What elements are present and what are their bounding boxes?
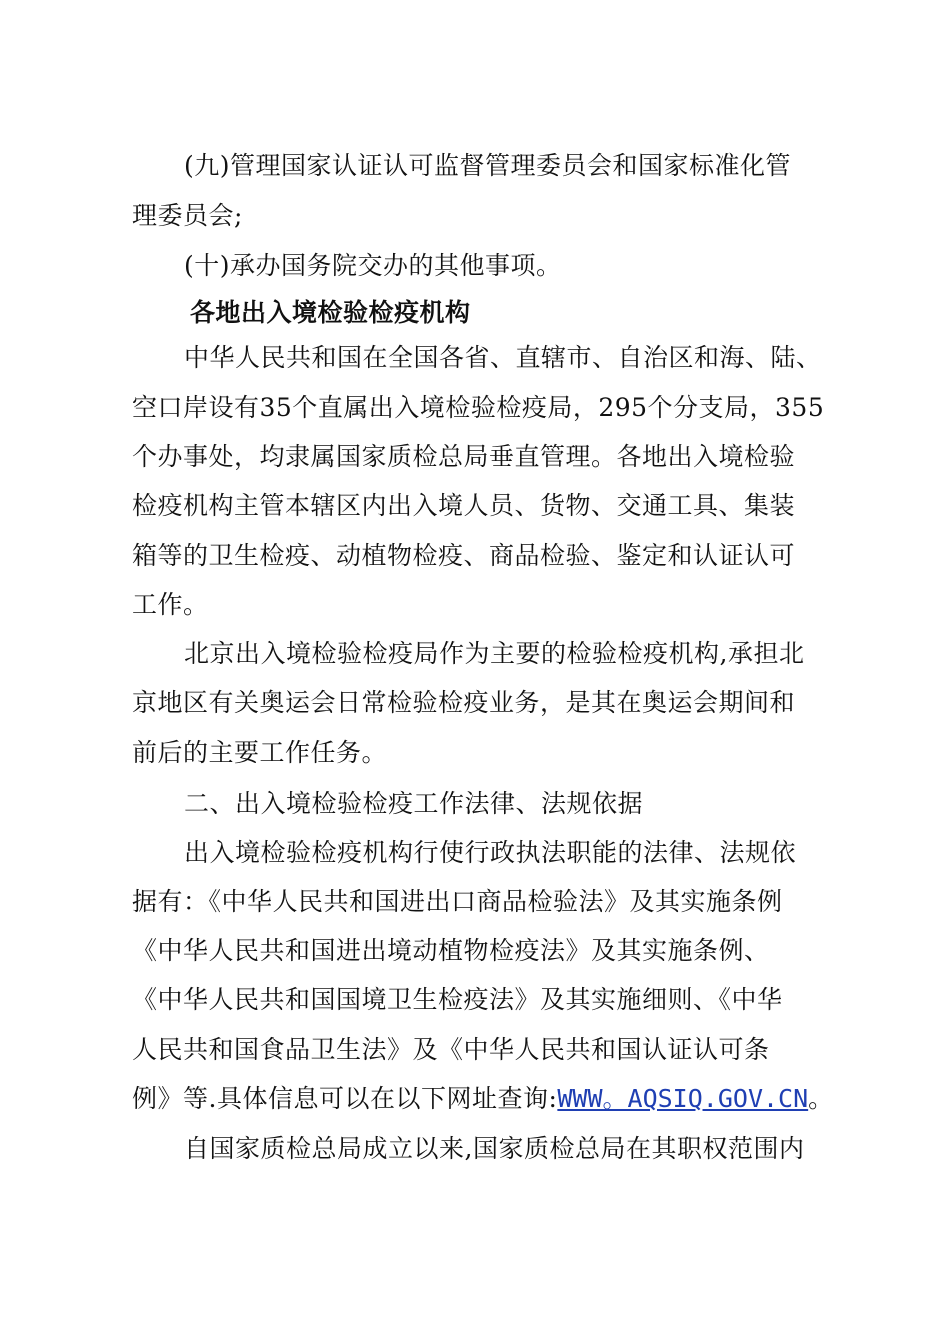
section-heading: 各地出入境检验检疫机构 [190, 298, 471, 327]
url-suffix: 。 [808, 1084, 834, 1113]
paragraph-line-with-link [132, 1084, 834, 1114]
aqsiq-url-link[interactable]: WWW。AQSIQ.GOV.CN [557, 1084, 809, 1113]
paragraph-line: 空口岸设有35个直属出入境检验检疫局，295个分支局，355 [132, 393, 825, 422]
paragraph-line: 《中华人民共和国进出境动植物检疫法》及其实施条例、 [132, 936, 770, 965]
paragraph-line: 京地区有关奥运会日常检验检疫业务，是其在奥运会期间和 [132, 688, 796, 717]
paragraph-line: 北京出入境检验检疫局作为主要的检验检疫机构,承担北 [184, 639, 805, 668]
paragraph-line: 人民共和国食品卫生法》及《中华人民共和国认证认可条 [132, 1035, 770, 1064]
paragraph-line: 工作。 [132, 590, 209, 619]
section-heading: 二、出入境检验检疫工作法律、法规依据 [184, 789, 644, 818]
paragraph-text: 例》等.具体信息可以在以下网址查询: [132, 1084, 558, 1113]
paragraph-line: 个办事处，均隶属国家质检总局垂直管理。各地出入境检验 [132, 442, 796, 471]
paragraph-line: 中华人民共和国在全国各省、直辖市、自治区和海、陆、 [184, 343, 822, 372]
paragraph-line: 《中华人民共和国国境卫生检疫法》及其实施细则、《中华 [132, 985, 783, 1014]
paragraph-line: 理委员会; [132, 201, 243, 230]
paragraph-line: (十)承办国务院交办的其他事项。 [184, 251, 562, 280]
paragraph-line: 前后的主要工作任务。 [132, 738, 388, 767]
paragraph-line: 箱等的卫生检疫、动植物检疫、商品检验、鉴定和认证认可 [132, 541, 796, 570]
paragraph-line: 自国家质检总局成立以来,国家质检总局在其职权范围内 [184, 1134, 805, 1163]
paragraph-line: (九)管理国家认证认可监督管理委员会和国家标准化管 [184, 151, 792, 180]
paragraph-line: 出入境检验检疫机构行使行政执法职能的法律、法规依 [184, 838, 797, 867]
paragraph-line: 据有：《中华人民共和国进出口商品检验法》及其实施条例 [132, 887, 783, 916]
paragraph-line: 检疫机构主管本辖区内出入境人员、货物、交通工具、集装 [132, 491, 796, 520]
